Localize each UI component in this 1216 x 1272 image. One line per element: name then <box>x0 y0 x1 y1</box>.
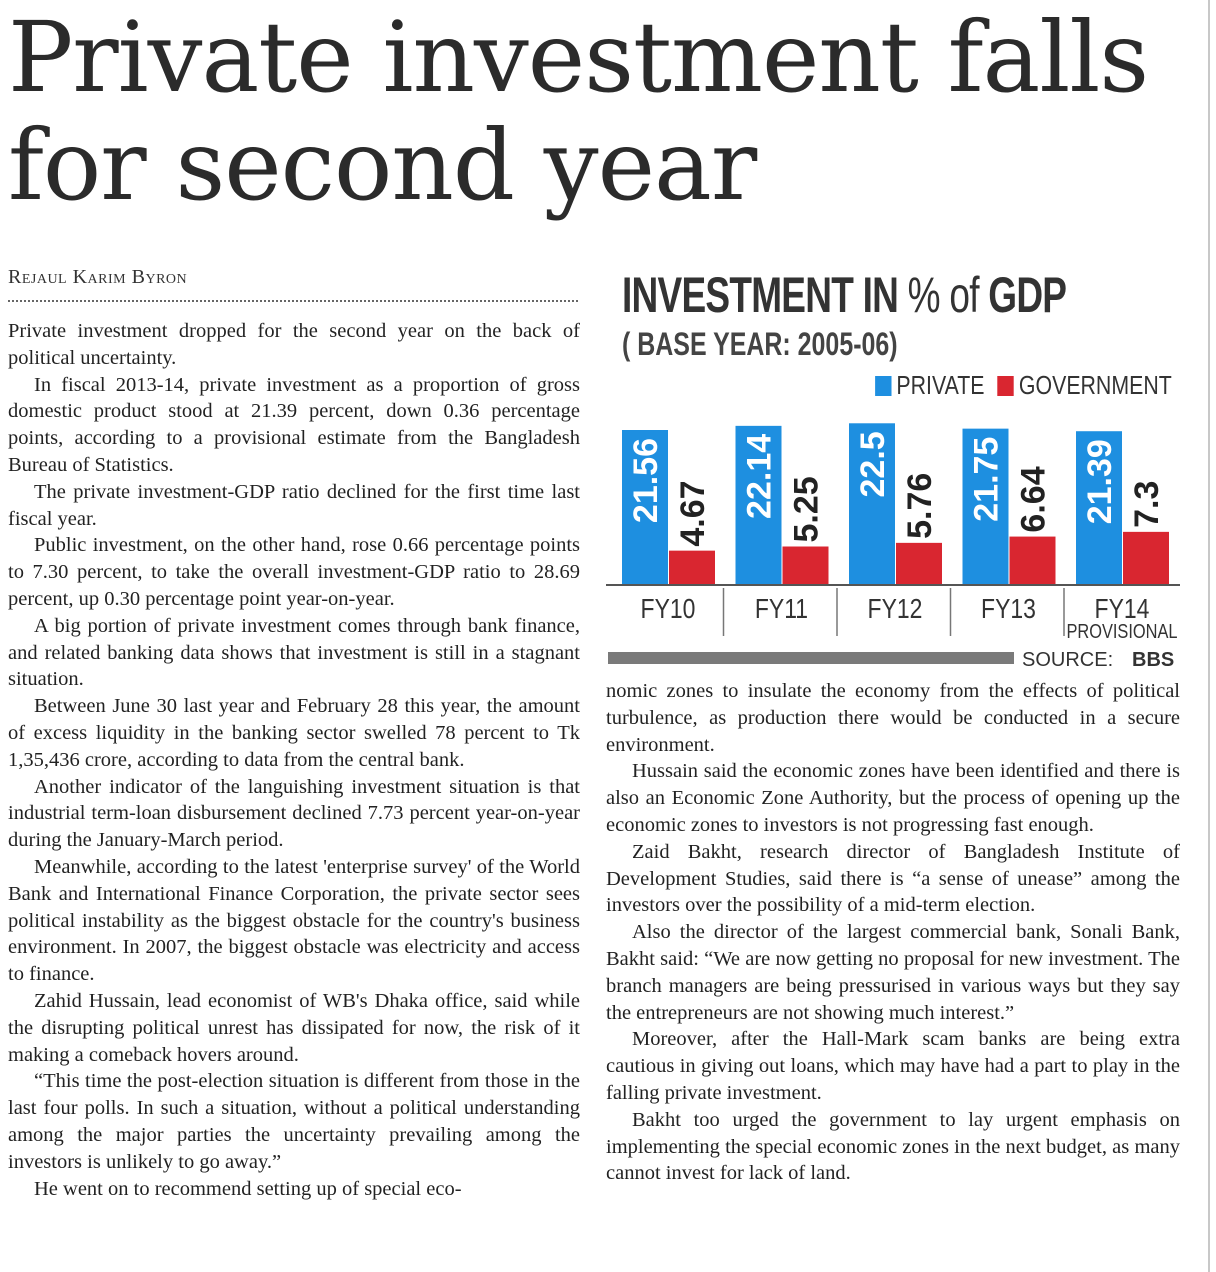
source-label: SOURCE: <box>1022 649 1114 671</box>
article-paragraph: Zaid Bakht, research director of Bangladesh Institute of Development Studies, said there is “a sense of unease” among the investors over the possibility of a mid-term election. <box>606 840 1180 917</box>
article-paragraph: Public investment, on the other hand, rose 0.66 percentage points to 7.30 percent, to take the overall investment-GDP ratio to 28.69 percent, up 0.30 percentage point year-on-year. <box>8 534 580 610</box>
legend-label-government: GOVERNMENT <box>1019 370 1172 400</box>
data-label-private-fy11: 22.14 <box>740 433 779 519</box>
article-paragraph: Another indicator of the languishing investment situation is that industrial term-loan disbursement declined 7.73 percent year-on-year during the January-March period. <box>8 775 580 852</box>
article-paragraph: Moreover, after the Hall-Mark scam banks are being extra cautious in giving out loans, which may have had a part to play in the falling private investment. <box>606 1028 1180 1104</box>
article-column-left <box>8 318 580 1202</box>
byline-divider <box>8 300 578 302</box>
page-edge-rule <box>1208 0 1210 1272</box>
article-paragraph: “This time the post-election situation is different from those in the last four polls. In such a situation, without a political understanding among the major parties the uncertainty prevailing among the investors is unlikely to go away.” <box>8 1070 580 1173</box>
article-paragraph: Private investment dropped for the second year on the back of political uncertainty. <box>8 320 580 369</box>
headline-line-2: for second year <box>8 109 757 222</box>
headline-line-1: Private investment falls <box>8 1 1149 114</box>
bar-government-fy10 <box>669 551 715 584</box>
chart-title-part-1: INVESTMENT IN <box>622 267 908 323</box>
tick-label-fy11: FY11 <box>754 593 809 625</box>
data-label-government-fy14: 7.3 <box>1128 480 1166 528</box>
byline: Rejaul Karim Byron <box>8 266 188 288</box>
bar-government-fy12 <box>896 543 942 584</box>
data-label-government-fy10: 4.67 <box>674 480 712 547</box>
article-paragraph: Bakht too urged the government to lay urgent emphasis on implementing the special economic zones in the next budget, as many cannot invest for lack of land. <box>606 1108 1180 1185</box>
article-paragraph: Hussain said the economic zones have been identified and there is also an Economic Zone Authority, but the process of opening up the economic zones to investors is not progressing fast enough. <box>606 760 1180 836</box>
chart-subtitle: ( BASE YEAR: 2005-06) <box>622 326 898 362</box>
investment-chart <box>606 266 1186 676</box>
data-label-government-fy13: 6.64 <box>1014 466 1053 533</box>
data-label-private-fy14: 21.39 <box>1081 439 1119 525</box>
article-paragraph: nomic zones to insulate the economy from the effects of political turbulence, as production there would be conducted in a secure environment. <box>606 680 1180 756</box>
article-paragraph: Between June 30 last year and February 28 this year, the amount of excess liquidity in the banking sector swelled 78 percent to Tk 1,35,436 crore, according to data from the central bank. <box>8 695 580 771</box>
headline <box>8 1 1198 222</box>
chart-title-part-2: % of <box>907 267 979 323</box>
data-label-private-fy12: 22.5 <box>854 431 892 498</box>
tick-label-fy10: FY10 <box>640 593 696 625</box>
article-column-right <box>606 678 1180 1187</box>
article-paragraph: Zahid Hussain, lead economist of WB's Dhaka office, said while the disrupting political unrest has dissipated for now, the risk of it making a comeback hovers around. <box>8 989 580 1066</box>
tick-note-fy14: PROVISIONAL <box>1066 619 1178 643</box>
tick-label-fy14: FY14 <box>1094 593 1150 625</box>
chart-title-part-3: GDP <box>978 267 1067 323</box>
article-paragraph: Also the director of the largest commercial bank, Sonali Bank, Bakht said: “We are now getting no proposal for new investment. The branch managers are being pressurised in various ways but they say the entrepreneurs are not showing much interest.” <box>606 921 1180 1024</box>
article-paragraph: In fiscal 2013-14, private investment as a proportion of gross domestic product stood at 21.39 percent, down 0.36 percentage points, according to a provisional estimate from the Bangladesh Bureau of Statistics. <box>8 373 580 476</box>
data-label-private-fy13: 21.75 <box>967 436 1006 522</box>
bar-chart-plot <box>606 266 1186 676</box>
source-value: BBS <box>1132 649 1175 671</box>
source-bar <box>608 652 1014 664</box>
bar-government-fy11 <box>783 547 829 585</box>
tick-label-fy13: FY13 <box>981 593 1036 625</box>
data-label-government-fy12: 5.76 <box>901 472 939 539</box>
bar-government-fy13 <box>1010 537 1056 584</box>
data-label-private-fy10: 21.56 <box>627 438 665 524</box>
article-paragraph: A big portion of private investment comes through bank finance, and related banking data shows that investment is still in a stagnant situation. <box>8 614 580 691</box>
data-label-government-fy11: 5.25 <box>787 476 826 543</box>
bar-government-fy14 <box>1123 532 1169 584</box>
article-paragraph: The private investment-GDP ratio declined for the first time last fiscal year. <box>8 480 580 530</box>
article-paragraph: He went on to recommend setting up of special eco- <box>34 1177 462 1200</box>
article-paragraph: Meanwhile, according to the latest 'enterprise survey' of the World Bank and International Finance Corporation, the private sector sees political instability as the biggest obstacle for the country's business environment. In 2007, the biggest obstacle was electricity and access to finance. <box>8 855 580 986</box>
legend-label-private: PRIVATE <box>896 370 985 400</box>
tick-label-fy12: FY12 <box>867 593 923 625</box>
